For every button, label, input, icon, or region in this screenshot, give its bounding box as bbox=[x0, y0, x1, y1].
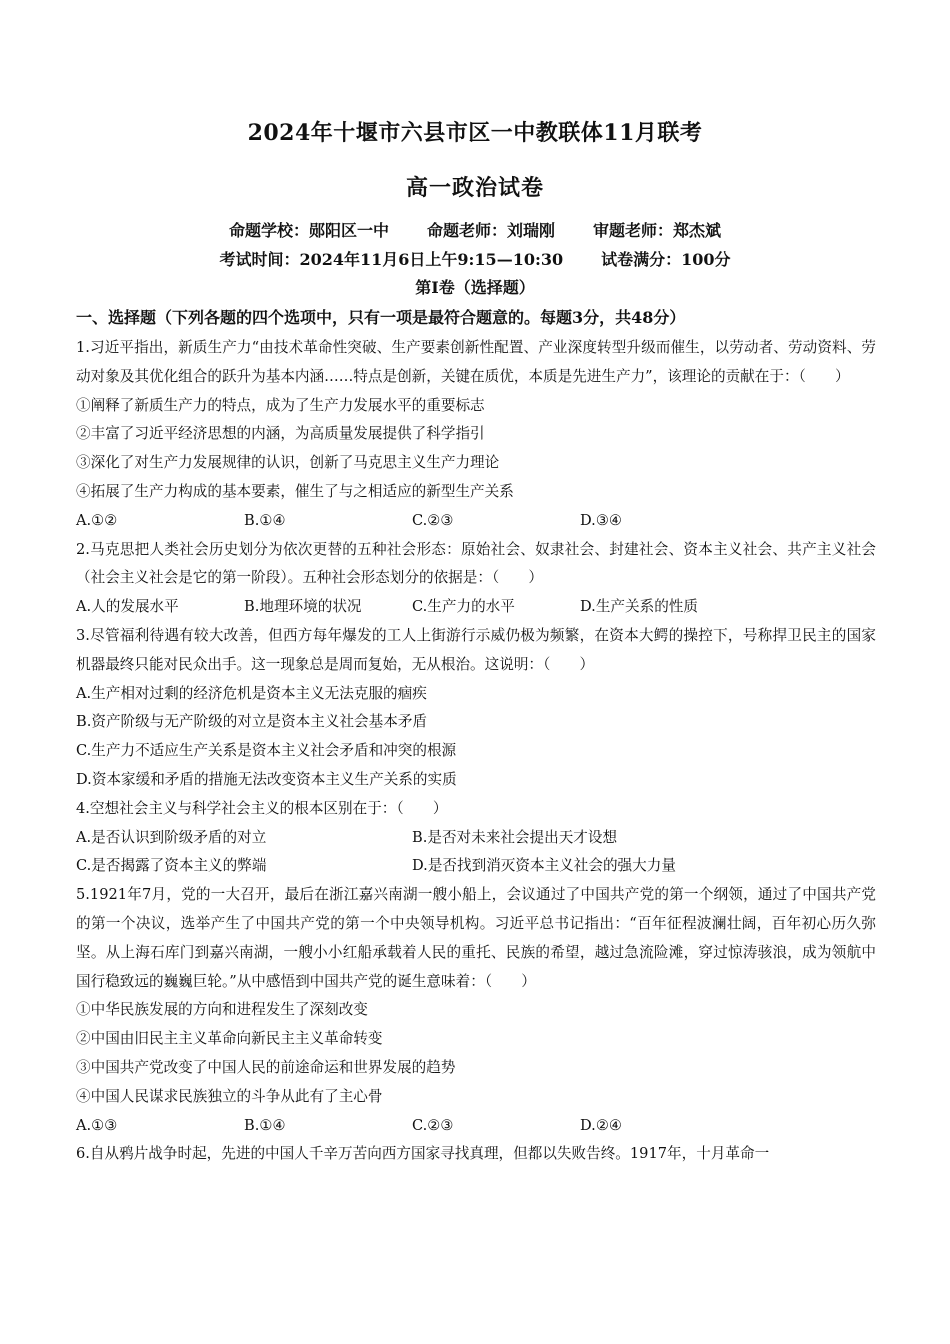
option-c: C.生产力不适应生产关系是资本主义社会矛盾和冲突的根源 bbox=[76, 742, 457, 760]
author-label: 命题老师：刘瑞刚 bbox=[426, 221, 555, 240]
school-label: 命题学校：郧阳区一中 bbox=[228, 221, 389, 240]
question-5-stem: 5.1921年7月，党的一大召开，最后在浙江嘉兴南湖一艘小船上，会议通过了中国共产党的第一个纲领，通过了中国共产党的第一个决议，选举产生了中国共产党的第一个中央领导机构。习近平总书记指出：“百年征程波澜壮阔，百年初心历久弥坚。从上海石库门到嘉兴南湖，一艘小小红船承载着人民的重托、民族的希望，越过急流险滩，穿过惊涛骇浪，成为领航中国行稳致远的巍巍巨轮。”从中感悟到中国共产党的诞生意味着：（ ） bbox=[76, 886, 876, 990]
questions-body bbox=[76, 334, 876, 1169]
option-d: D.资本家缓和矛盾的措施无法改变资本主义生产关系的实质 bbox=[76, 770, 457, 788]
question-4-options-row-1 bbox=[76, 824, 876, 853]
exam-meta-authors bbox=[0, 218, 950, 241]
full-score-label: 试卷满分：100分 bbox=[601, 250, 731, 269]
question-1-statement: ④拓展了生产力构成的基本要素，催生了与之相适应的新型生产关系 bbox=[76, 482, 514, 500]
option-a: A.是否认识到阶级矛盾的对立 bbox=[76, 828, 267, 846]
option-c: C.②③ bbox=[412, 1116, 454, 1134]
option-a: A.①② bbox=[76, 511, 118, 529]
question-5-statement: ③中国共产党改变了中国人民的前途命运和世界发展的趋势 bbox=[76, 1058, 456, 1076]
question-5-statement: ④中国人民谋求民族独立的斗争从此有了主心骨 bbox=[76, 1087, 383, 1105]
exam-time-label: 考试时间：2024年11月6日上午9:15—10:30 bbox=[219, 250, 564, 269]
question-4-options-row-2 bbox=[76, 852, 876, 881]
part-heading: 一、选择题（下列各题的四个选项中，只有一项是最符合题意的。每题3分，共48分） bbox=[76, 308, 686, 327]
volume-heading: 第Ⅰ卷（选择题） bbox=[415, 278, 535, 297]
exam-subtitle: 高一政治试卷 bbox=[405, 175, 544, 201]
option-d: D.②④ bbox=[580, 1116, 622, 1134]
option-d: D.生产关系的性质 bbox=[580, 598, 698, 616]
option-b: B.①④ bbox=[244, 1116, 286, 1134]
question-2-stem: 2.马克思把人类社会历史划分为依次更替的五种社会形态：原始社会、奴隶社会、封建社会、资本主义社会、共产主义社会（社会主义社会是它的第一阶段）。五种社会形态划分的依据是：（ ） bbox=[76, 540, 876, 587]
question-5-statement: ①中华民族发展的方向和进程发生了深刻改变 bbox=[76, 1001, 368, 1019]
reviewer-label: 审题老师：郑杰斌 bbox=[593, 221, 722, 240]
option-d: D.是否找到消灭资本主义社会的强大力量 bbox=[412, 857, 676, 875]
option-c: C.是否揭露了资本主义的弊端 bbox=[76, 857, 267, 875]
option-a: A.人的发展水平 bbox=[76, 598, 179, 616]
option-b: B.地理环境的状况 bbox=[244, 598, 362, 616]
question-2-options bbox=[76, 593, 876, 622]
question-1-statement: ②丰富了习近平经济思想的内涵，为高质量发展提供了科学指引 bbox=[76, 425, 485, 443]
question-1-statement: ③深化了对生产力发展规律的认识，创新了马克思主义生产力理论 bbox=[76, 454, 500, 472]
question-5-statement: ②中国由旧民主主义革命向新民主主义革命转变 bbox=[76, 1030, 383, 1048]
option-c: C.②③ bbox=[412, 511, 454, 529]
option-a: A.生产相对过剩的经济危机是资本主义无法克服的痼疾 bbox=[76, 684, 427, 702]
option-b: B.①④ bbox=[244, 511, 286, 529]
option-b: B.是否对未来社会提出天才设想 bbox=[412, 828, 618, 846]
exam-meta-time bbox=[0, 247, 950, 270]
question-1-stem: 1.习近平指出，新质生产力“由技术革命性突破、生产要素创新性配置、产业深度转型升级而催生，以劳动者、劳动资料、劳动对象及其优化组合的跃升为基本内涵……特点是创新，关键在质优，本质是先进生产力”，该理论的贡献在于：（ ） bbox=[76, 339, 876, 385]
exam-title: 2024年十堰市六县市区一中教联体11月联考 bbox=[247, 120, 703, 146]
question-5-options bbox=[76, 1112, 876, 1141]
question-6-stem: 6.自从鸦片战争时起，先进的中国人千辛万苦向西方国家寻找真理，但都以失败告终。1917年，十月革命一 bbox=[76, 1145, 770, 1163]
question-1-statement: ①阐释了新质生产力的特点，成为了生产力发展水平的重要标志 bbox=[76, 396, 485, 414]
option-a: A.①③ bbox=[76, 1116, 118, 1134]
question-1-options bbox=[76, 507, 876, 536]
option-b: B.资产阶级与无产阶级的对立是资本主义社会基本矛盾 bbox=[76, 713, 428, 731]
question-3-stem: 3.尽管福利待遇有较大改善，但西方每年爆发的工人上街游行示威仍极为频繁，在资本大鳄的操控下，号称捍卫民主的国家机器最终只能对民众出手。这一现象总是周而复始，无从根治。这说明：（ ） bbox=[76, 626, 876, 673]
question-4-stem: 4.空想社会主义与科学社会主义的根本区别在于：（ ） bbox=[76, 799, 448, 817]
option-c: C.生产力的水平 bbox=[412, 598, 515, 616]
option-d: D.③④ bbox=[580, 511, 622, 529]
